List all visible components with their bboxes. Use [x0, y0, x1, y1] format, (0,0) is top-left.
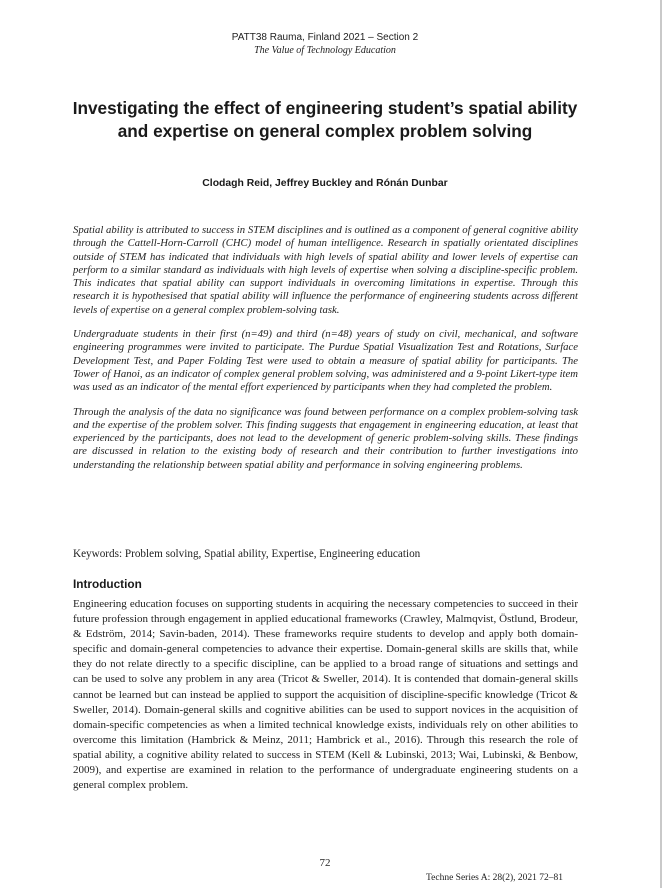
section-subtitle: The Value of Technology Education [254, 45, 396, 56]
section-heading-introduction: Introduction [73, 577, 142, 591]
running-head [0, 31, 650, 57]
introduction-paragraph: Engineering education focuses on supporting students in acquiring the necessary competencies to succeed in their future profession through engagement in applied educational frameworks (Crawley, Malmqvist, Östlund, Brodeur, & Edström, 2014; Savin-baden, 2014). These frameworks require students to develop and apply both domain-specific and domain-general competencies to advance their expertise. Domain-general skills are skills that, while they do not relate directly to a specific discipline, can be applied to a broad range of situations and settings and can be used to solve any problem in any area (Tricot & Sweller, 2014). It is contended that domain-general skills cannot be learned but can instead be applied to support the acquisition of discipline-specific knowledge (Tricot & Sweller, 2014). Domain-general skills and cognitive abilities can be used to support novices in the acquisition of domain-specific competencies as when a limited technical knowledge exists, individuals rely on other abilities to overcome this limitation (Hambrick & Meinz, 2011; Hambrick et al., 2016). Through this research the role of spatial ability, a cognitive ability related to success in STEM (Kell & Lubinski, 2013; Wai, Lubinski, & Benbow, 2009), and expertise are examined in relation to the performance of undergraduate engineering students on a general complex problem. [73, 598, 578, 792]
keywords: Keywords: Problem solving, Spatial ability, Expertise, Engineering education [73, 548, 421, 560]
abstract-paragraph: Undergraduate students in their first (n=49) and third (n=48) years of study on civil, mechanical, and software engineering programmes were invited to participate. The Purdue Spatial Visualization Test and Rotations, Surface Development Test, and Paper Folding Test were used to obtain a measure of spatial ability for participants. The Tower of Hanoi, as an indicator of complex general problem solving, was administered and a 9-point Likert-type item was used as an indicator of the mental effort experienced by participants when they had completed the problem. [73, 328, 578, 394]
footer-citation: Techne Series A: 28(2), 2021 72–81 [426, 873, 564, 883]
paper-title: Investigating the effect of engineering student’s spatial ability and expertise on general complex problem solving [72, 98, 578, 141]
abstract-paragraph: Through the analysis of the data no significance was found between performance on a complex problem-solving task and the expertise of the problem solver. This finding suggests that engagement in engineering education, at least that experienced by the participants, does not lead to the development of generic problem-solving skills. These findings are discussed in relation to the existing body of research and their contribution to further investigations into understanding the relationship between spatial ability and performance in solving engineering problems. [73, 405, 578, 471]
page-number: 72 [319, 857, 331, 869]
paper-authors: Clodagh Reid, Jeffrey Buckley and Rónán Dunbar [202, 178, 448, 189]
conference-line: PATT38 Rauma, Finland 2021 – Section 2 [231, 32, 419, 43]
abstract [73, 224, 578, 483]
abstract-paragraph: Spatial ability is attributed to success in STEM disciplines and is outlined as a component of general cognitive ability through the Cattell-Horn-Carroll (CHC) model of human intelligence. Research in spatially orientated disciplines outside of STEM has indicated that individuals with high levels of spatial ability and lower levels of expertise can perform to a similar standard as individuals with high levels of expertise when solving a discipline-specific problem. This indicates that spatial ability can support individuals in overcoming limitations in expertise. Through this research it is hypothesised that spatial ability will influence the performance of engineering students across different levels of expertise on a general complex problem-solving task. [73, 224, 578, 316]
